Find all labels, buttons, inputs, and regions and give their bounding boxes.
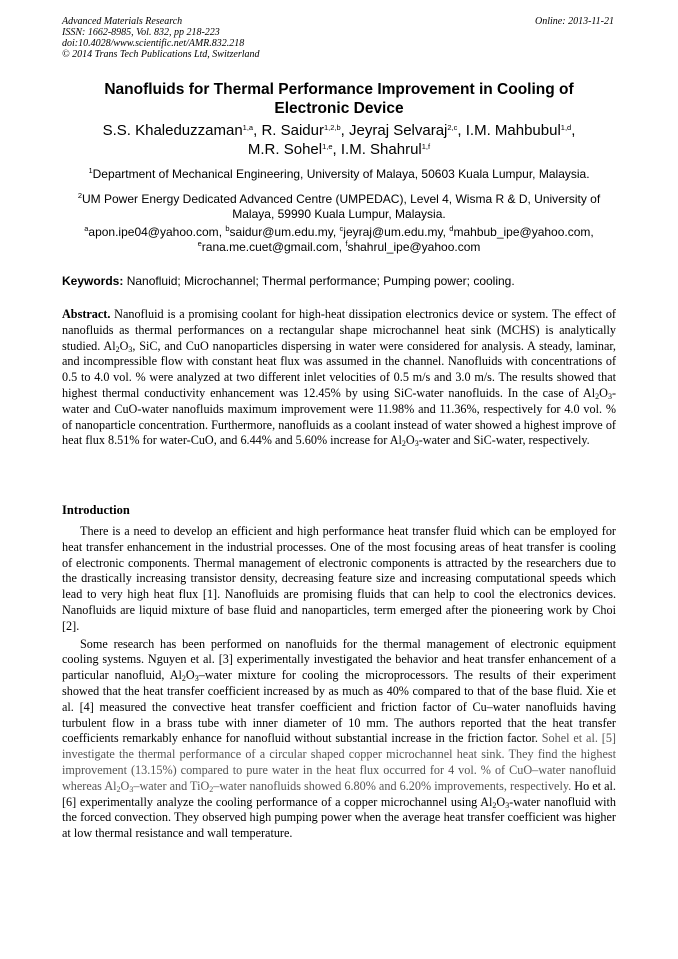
email-separator: , (442, 225, 450, 239)
author-sup: 1,e (322, 142, 333, 151)
subscript: 2 (401, 439, 406, 449)
paragraph-text: Some research has been performed on nanofluids for the thermal management of electronic equipment cooling systems. Nguyen et al. [3] experimentally investigated the behavior and heat transfer enhancement of a particular nanofluid, Al (62, 636, 616, 683)
keywords (62, 274, 616, 289)
journal-doi[interactable]: doi:10.4028/www.scientific.net/AMR.832.218 (62, 38, 245, 49)
author-line-1 (62, 121, 616, 140)
affiliation-text: UM Power Energy Dedicated Advanced Centre (UMPEDAC), Level 4, Wisma R & D, University of Malaya, 59990 Kuala Lumpur, Malaysia. (81, 192, 601, 221)
author-sup: 2,c (447, 123, 458, 132)
email-sup: b (225, 224, 230, 233)
email-separator: , (332, 225, 340, 239)
author-separator: , (253, 122, 262, 139)
author-sup: 1,2,b (323, 123, 341, 132)
subscript: 2 (492, 800, 497, 810)
email-link[interactable]: rana.me.cuet@gmail.com (201, 240, 339, 254)
email-link[interactable]: saidur@um.edu.my (229, 225, 333, 239)
introduction-body (62, 524, 616, 842)
author-separator: , (332, 141, 341, 158)
affiliation-text: Department of Mechanical Engineering, University of Malaya, 50603 Kuala Lumpur, Malaysia. (92, 167, 590, 181)
abstract-text: -water and SiC-water, respectively. (418, 433, 590, 448)
email-sup: f (345, 239, 348, 248)
affiliation-sup: 1 (88, 166, 93, 175)
affiliation-2 (62, 192, 616, 222)
paragraph-text: Sohel et al. [5] investigate the thermal performance of a circular shaped copper microchannel heat sink. They find the highest improvement (13.15%) compared to pure water in the heat flux occurred for 4 vol. % of CuO–water nanofluid whereas Al (62, 731, 616, 793)
author-separator: , (457, 122, 466, 139)
abstract-text: Nanofluid is a promising coolant for high-heat dissipation electronics device or system. The effect of nanofluids as thermal performances on a rectangular shape microchannel heat sink (MCHS) is analytically studied. Al (62, 307, 616, 353)
author-name: M.R. Sohel (247, 141, 323, 158)
author-name: S.S. Khaleduzzaman (102, 122, 243, 139)
author-sup: 1,f (421, 142, 431, 151)
subscript: 3 (607, 391, 612, 401)
author-list (62, 121, 616, 159)
email-separator: , (218, 225, 226, 239)
paragraph-text: –water nanofluids showed 6.80% and 6.20% improvements, respectively. (213, 778, 572, 793)
email-sup: a (84, 224, 89, 233)
subscript: 3 (414, 439, 419, 449)
email-line-2 (62, 240, 616, 255)
author-separator: , (571, 122, 576, 139)
abstract-text: , SiC, and CuO nanoparticles dispersing in water were considered for analysis. A steady, laminar, and incompressible flow with constant heat flux was assumed in the channel. Nanofluids with concentrations of 0.5 to 4.0 vol. % were analyzed at two different inlet velocities of 0.5 m/s and 3.0 m/s. The results showed that highest thermal conductivity enhancement was 12.45% by using SiC-water nanofluids. In the case of Al (62, 338, 616, 400)
author-name: Jeyraj Selvaraj (349, 122, 448, 139)
email-link[interactable]: shahrul_ipe@yahoo.com (347, 240, 481, 254)
paragraph-text: O (185, 668, 195, 683)
email-link[interactable]: apon.ipe04@yahoo.com (88, 225, 219, 239)
author-sup: 1,d (560, 123, 572, 132)
email-sup: c (339, 224, 344, 233)
email-link[interactable]: jeyraj@um.edu.my (343, 225, 443, 239)
abstract-text: O (119, 338, 129, 353)
online-date: Online: 2013-11-21 (535, 16, 614, 27)
paragraph-text: O (496, 794, 506, 809)
paper-title (62, 80, 616, 118)
email-separator: , (338, 240, 346, 254)
paragraph: There is a need to develop an efficient and high performance heat transfer fluid which can be employed for heat transfer enhancement in the industrial processes. One of the most focusing areas of heat transfer is cooling of electronic components. Thermal management of electronic components is attracted by the researchers due to the drastically increasing transistor density, decreasing feature size and increasing computational speeds which lead to very high heat flux [1]. Nanofluids are promising fluids that can help to cool the electronics devices. Nanofluids are liquid mixture of base fluid and nanoparticles, term emerged after the pioneering work by Choi [2]. (62, 524, 616, 633)
author-sup: 1,a (242, 123, 254, 132)
subscript: 3 (129, 784, 134, 794)
author-separator: , (340, 122, 350, 139)
subscript: 2 (115, 344, 120, 354)
author-name: I.M. Mahbubul (465, 122, 561, 139)
paragraph-text: –water and TiO (133, 778, 210, 793)
abstract-label: Abstract. (62, 307, 111, 321)
subscript: 3 (194, 674, 199, 684)
author-name: I.M. Shahrul (340, 141, 422, 158)
title-line-1: Nanofluids for Thermal Performance Improvement in Cooling of (104, 81, 574, 98)
email-link[interactable]: mahbub_ipe@yahoo.com (453, 225, 591, 239)
abstract-text: -water and CuO-water nanofluids maximum improvement were 11.98% and 11.36%, respectively for 4.0 vol. % of nanoparticle concentration. Furthermore, nanofluids as a coolant instead of water showed a highest improve of heat flux 8.51% for water-CuO, and 6.44% and 5.60% increase for Al (62, 385, 616, 448)
subscript: 2 (116, 784, 121, 794)
email-list (62, 225, 616, 255)
paragraph-text: –water mixture for cooling the microprocessors. The results of their experiment showed that the heat transfer coefficient increased by as much as 40% compared to that of the base fluid. Xie et al. [4] measured the convective heat transfer coefficient and friction factor of Cu–water nanofluids having turbulent flow in a brass tube with inner diameter of 10 mm. The authors reported that the heat transfer coefficients remarkably enhance for nanofluid without substantial increase in the friction factor. (62, 668, 616, 746)
email-sup: e (197, 239, 202, 248)
subscript: 2 (209, 784, 214, 794)
subscript: 2 (181, 674, 186, 684)
author-line-2 (62, 140, 616, 159)
subscript: 3 (128, 344, 133, 354)
email-separator: , (590, 225, 594, 239)
journal-name: Advanced Materials Research (62, 16, 183, 27)
abstract-text: O (405, 433, 415, 448)
paragraph-text: -water nanofluid with the forced convection. They observed high pumping power when the average heat transfer coefficient was higher at low thermal resistance and wall temperature. (62, 794, 616, 841)
affiliation-sup: 2 (77, 191, 82, 200)
subscript: 3 (505, 800, 510, 810)
keywords-label: Keywords: (62, 274, 124, 288)
affiliation-1 (62, 167, 616, 182)
author-name: R. Saidur (261, 122, 324, 139)
email-line-1 (62, 225, 616, 240)
subscript: 2 (595, 391, 600, 401)
section-heading-introduction: Introduction (62, 503, 130, 517)
paragraph-text: O (120, 778, 130, 793)
paragraph (62, 637, 616, 842)
abstract (62, 307, 616, 449)
journal-header (62, 16, 260, 60)
journal-copyright: © 2014 Trans Tech Publications Ltd, Switzerland (62, 49, 260, 60)
keywords-text: Nanofluid; Microchannel; Thermal performance; Pumping power; cooling. (126, 274, 515, 288)
paragraph-text: Ho et al. [6] experimentally analyze the cooling performance of a copper microchannel using Al (62, 778, 616, 809)
title-line-2: Electronic Device (274, 100, 404, 117)
email-sup: d (449, 224, 454, 233)
abstract-text: O (599, 385, 608, 400)
journal-issn: ISSN: 1662-8985, Vol. 832, pp 218-223 (62, 27, 220, 38)
